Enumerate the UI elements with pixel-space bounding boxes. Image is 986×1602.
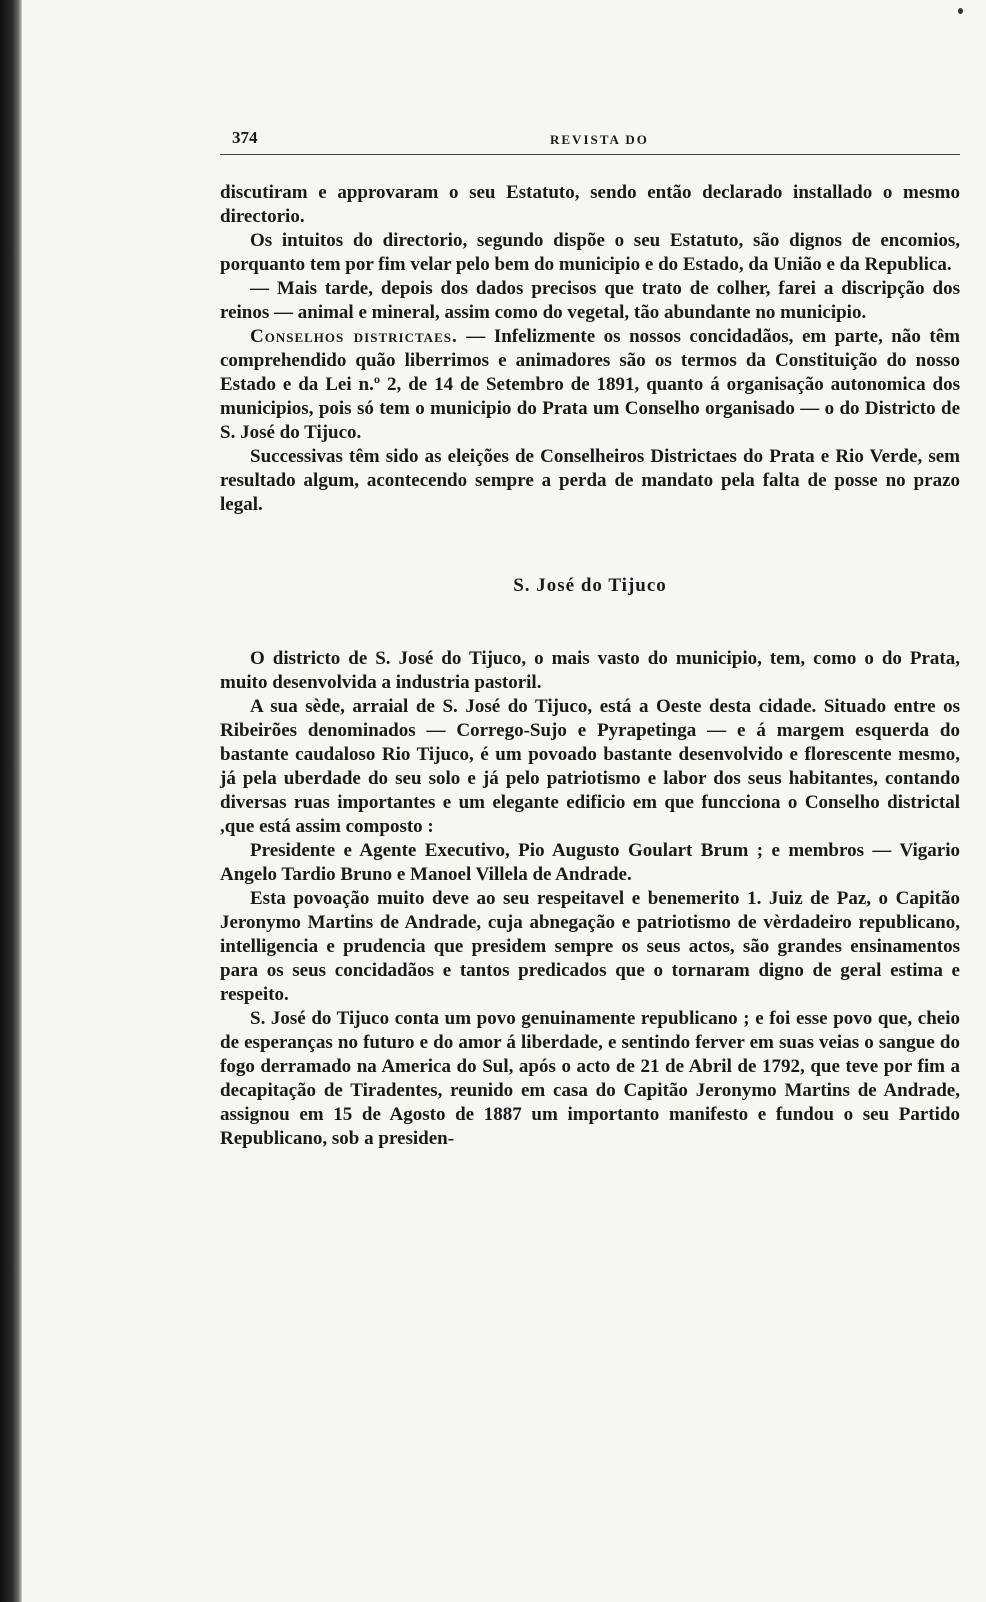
district-councils-text: — Infelizmente os nossos concidadãos, em parte, não têm comprehendido quão liberrimos e animadores são os termos da Constituição do nosso Estado e da Lei n.º 2, de 14 de Setembro de 1891, quanto á organisação autonomica dos municipios, pois só tem o municipio do Prata um Conselho organisado — o do Districto de S. José do Tijuco. [220,326,960,443]
page-number: 374 [232,128,258,147]
section-title: S. José do Tijuco [513,575,667,596]
district-councils-heading: Conselhos districtaes. [250,326,458,347]
paragraph-kingdoms-description: — Mais tarde, depois dos dados precisos que trato de colher, farei a discripção dos reinos — animal e mineral, assim como do vegetal, tão abundante no municipio. [220,278,960,323]
paragraph-district-seat: A sua sède, arraial de S. José do Tijuco, está a Oeste desta cidade. Situado entre os Ribeirões denominados — Corrego-Sujo e Pyrapetinga — e á margem esquerda do bastante caudaloso Rio Tijuco, é um povoado bastante desenvolvido e florescente mesmo, já pela uberdade do seu solo e já pelo patriotismo e labor dos seus habitantes, contando diversas ruas importantes e um elegante edificio em que funcciona o Conselho districtal ,que está assim composto : [220,696,960,837]
body-text-section [220,647,960,1151]
paragraph-directorio-aims: Os intuitos do directorio, segundo dispõe o seu Estatuto, são dignos de encomios, porquanto tem por fim velar pelo bem do municipio e do Estado, da União e da Republica. [220,230,960,275]
page [220,128,960,1151]
paragraph-district-councils [220,325,960,445]
paragraph-benefactor: Esta povoação muito deve ao seu respeitavel e benemerito 1. Juiz de Paz, o Capitão Jeronymo Martins de Andrade, cuja abnegação e patriotismo de vèrdadeiro republicano, intelligencia e prudencia que presidem sempre os seus actos, são grandes ensinamentos para os seus concidadãos e tantos predicados que o tornaram digno de geral estima e respeito. [220,888,960,1005]
journal-title: REVISTA DO [550,132,649,147]
paragraph-council-members: Presidente e Agente Executivo, Pio Augusto Goulart Brum ; e membros — Vigario Angelo Tardio Bruno e Manoel Villela de Andrade. [220,840,960,885]
paragraph-republican-people: S. José do Tijuco conta um povo genuinamente republicano ; e foi esse povo que, cheio de esperanças no futuro e do amor á liberdade, e sentindo ferver em suas veias o sangue do fogo derramado na America do Sul, após o acto de 21 de Abril de 1792, que teve por fim a decapitação de Tiradentes, reunido em casa do Capitão Jeronymo Martins de Andrade, assignou em 15 de Agosto de 1887 um importanto manifesto e fundou o seu Partido Republicano, sob a presiden- [220,1008,960,1149]
running-head [220,128,960,155]
book-binding-edge [0,0,22,1602]
paragraph-council-elections: Successivas têm sido as eleições de Conselheiros Districtaes do Prata e Rio Verde, sem resultado algum, acontecendo sempre a perda de mandato pela falta de posse no prazo legal. [220,446,960,515]
ink-speck [958,8,963,14]
paragraph-district-overview: O districto de S. José do Tijuco, o mais vasto do municipio, tem, como o do Prata, muito desenvolvida a industria pastoril. [220,648,960,693]
paragraph-statute-approval: discutiram e approvaram o seu Estatuto, sendo então declarado installado o mesmo directorio. [220,182,960,227]
body-text-before-section [220,181,960,517]
